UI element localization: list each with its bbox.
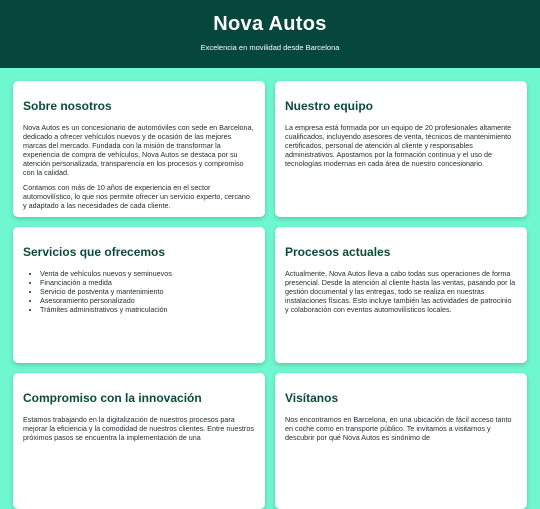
list-item: • Servicio de postventa y mantenimiento (40, 288, 255, 297)
services-list (23, 270, 255, 315)
innovation-paragraph: Estamos trabajando en la digitalización de nuestros procesos para mejorar la eficiencia y la comodidad de nuestros clientes. Entre nuestros próximos pasos se encuentra la implementación de una (23, 415, 254, 442)
processes-paragraph: Actualmente, Nova Autos lleva a cabo todas sus operaciones de forma presencial. Desde la atención al cliente hasta las ventas, pasando por la gestión documental y las entregas, todo se realiza en nuestras instalaciones físicas. Esto incluye también las actividades de patrocinio y colaboración con eventos automovilísticos locales. (285, 269, 516, 314)
visit-heading: Visítanos (285, 391, 339, 405)
list-item: • Venta de vehículos nuevos y seminuevos (40, 270, 255, 279)
about-paragraph-2: Contamos con más de 10 años de experiencia en el sector automovilístico, lo que nos permite ofrecer un servicio experto, cercano y adaptado a las necesidades de cada cliente. (23, 183, 250, 211)
list-item: • Asesoramiento personalizado (40, 297, 255, 306)
site-title: Nova Autos (213, 13, 327, 35)
visit-card (275, 373, 527, 509)
services-card (13, 227, 265, 363)
content-grid (13, 81, 527, 509)
team-paragraph: La empresa está formada por un equipo de 20 profesionales altamente cualificados, incluyendo asesores de venta, técnicos de mantenimiento certificados, personal de atención al cliente y responsables administrativos. Apostamos por la formación continua y el uso de tecnologías modernas en cada área de nuestro concesionario. (285, 123, 512, 168)
list-item: • Trámites administrativos y matriculación (40, 306, 255, 315)
visit-paragraph: Nos encontramos en Barcelona, en una ubicación de fácil acceso tanto en coche como en transporte público. Te invitamos a visitarnos y descubrir por qué Nova Autos es sinónimo de (285, 415, 512, 442)
team-heading: Nuestro equipo (285, 99, 374, 113)
about-paragraph-1: Nova Autos es un concesionario de automóviles con sede en Barcelona, dedicado a ofrecer vehículos nuevos y de ocasión de las mejores marcas del mercado. Fundada con la misión de transformar la experiencia de compra de vehículos, Nova Autos se destaca por su atención personalizada, transparencia en los procesos y compromiso con la calidad. (23, 123, 254, 177)
services-heading: Servicios que ofrecemos (23, 245, 166, 259)
site-tagline: Excelencia en movilidad desde Barcelona (200, 43, 340, 52)
site-header (0, 0, 540, 68)
processes-card (275, 227, 527, 363)
team-card (275, 81, 527, 217)
list-item: • Financiación a medida (40, 279, 255, 288)
about-card (13, 81, 265, 217)
innovation-heading: Compromiso con la innovación (23, 391, 202, 405)
innovation-card (13, 373, 265, 509)
processes-heading: Procesos actuales (285, 245, 391, 259)
about-heading: Sobre nosotros (23, 99, 112, 113)
